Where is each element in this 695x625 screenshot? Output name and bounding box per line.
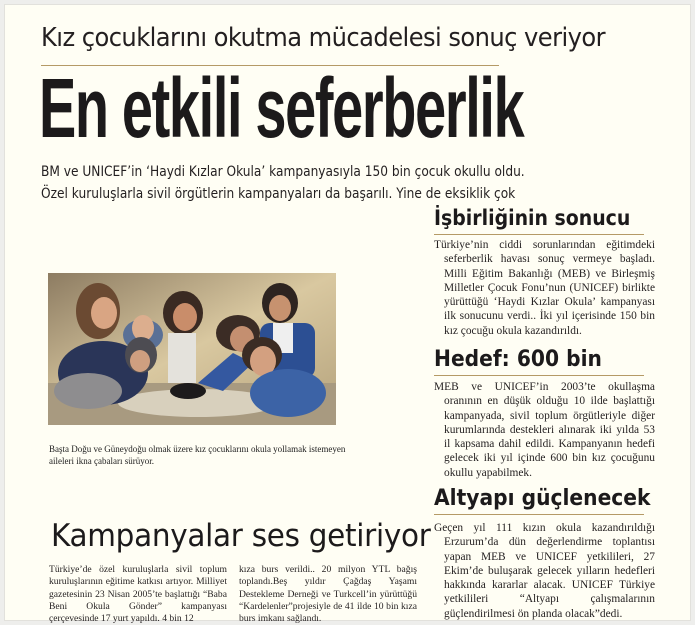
section-heading-isbirligi: İşbirliğinin sonucu [434, 206, 631, 230]
deck-line-1: BM ve UNICEF’in ‘Haydi Kızlar Okula’ kampanyasıyla 150 bin çocuk okullu oldu. [41, 164, 525, 180]
sidebar-column-2: kıza burs verildi.. 20 milyon YTL bağış toplandı.Beş yıldır Çağdaş Yaşamı Destekleme Derneği ve Turkcell’in yürüttüğü “Kardelenler”projesiyle de 41 ilde 10 bin kıza burs imkanı sağlandı. [239, 564, 417, 625]
deck-line-2: Özel kuruluşlarla sivil örgütlerin kampanyaları da başarılı. Yine de eksiklik çok [41, 186, 516, 202]
sidebar-column-1: Türkiye’de özel kuruluşlarla sivil toplum kuruluşlarının eğitime katkısı artıyor. Milliyet gazetesinin 23 Nisan 2005’te başlattığı “Baba Beni Okula Gönder” kampanyası çerçevesinde 17 yurt yapıldı. 4 bin 12 [49, 564, 227, 625]
section-heading-hedef: Hedef: 600 bin [434, 347, 602, 372]
section-divider [434, 234, 644, 235]
girls-photo-illustration [48, 273, 336, 425]
article-photo [48, 273, 336, 425]
section-body-altyapi: Geçen yıl 111 kızın okula kazandırıldığı Erzurum’da dün değerlendirme toplantısı yapan MEB ve UNICEF yetkilileri, 27 Ekim’de buluşarak gelecek yılların hedefleri hakkında kararlar alacak. UNICEF Türkiye yetkilileri “Altyapı çalışmalarının güçlendirilmesi ön planda olacak”dedi. [434, 522, 655, 620]
photo-caption: Başta Doğu ve Güneydoğu olmak üzere kız çocuklarını okula yollamak istemeyen aileleri ikna çabaları sürüyor. [49, 444, 346, 466]
section-heading-altyapi: Altyapı güçlenecek [434, 486, 651, 511]
article-deck [41, 161, 525, 205]
section-body-hedef: MEB ve UNICEF’in 2003’te okullaşma oranının en düşük olduğu 10 ilde başlattığı kampanyada, sivil toplum örgütleriyle diğer kurumlarında destekleri alınarak iki yılda 53 il kapsama dahil edildi. Kampanyanın hedefi gelecek iki yıl içinde 600 bin kız çocuğunu okullu yapabilmek. [434, 381, 655, 479]
article-kicker: Kız çocuklarını okutma mücadelesi sonuç veriyor [41, 23, 606, 53]
newspaper-page [4, 4, 691, 625]
sidebar-heading: Kampanyalar ses getiriyor [51, 518, 431, 554]
article-headline: En etkili seferberlik [39, 61, 524, 155]
section-divider [434, 375, 644, 376]
section-divider [434, 514, 644, 515]
section-body-isbirligi: Türkiye’nin ciddi sorunlarından eğitimdeki seferberlik havası sonuç vermeye başladı. Milli Eğitim Bakanlığı (MEB) ve Birleşmiş Milletler Çocuk Fonu’nun (UNICEF) birlikte yürüttüğü ‘Haydi Kızlar Okula’ kampanyası ilk sonucunu verdi.. İki yıl içerisinde 150 bin kız çocuğu okula kazandırıldı. [434, 239, 655, 337]
